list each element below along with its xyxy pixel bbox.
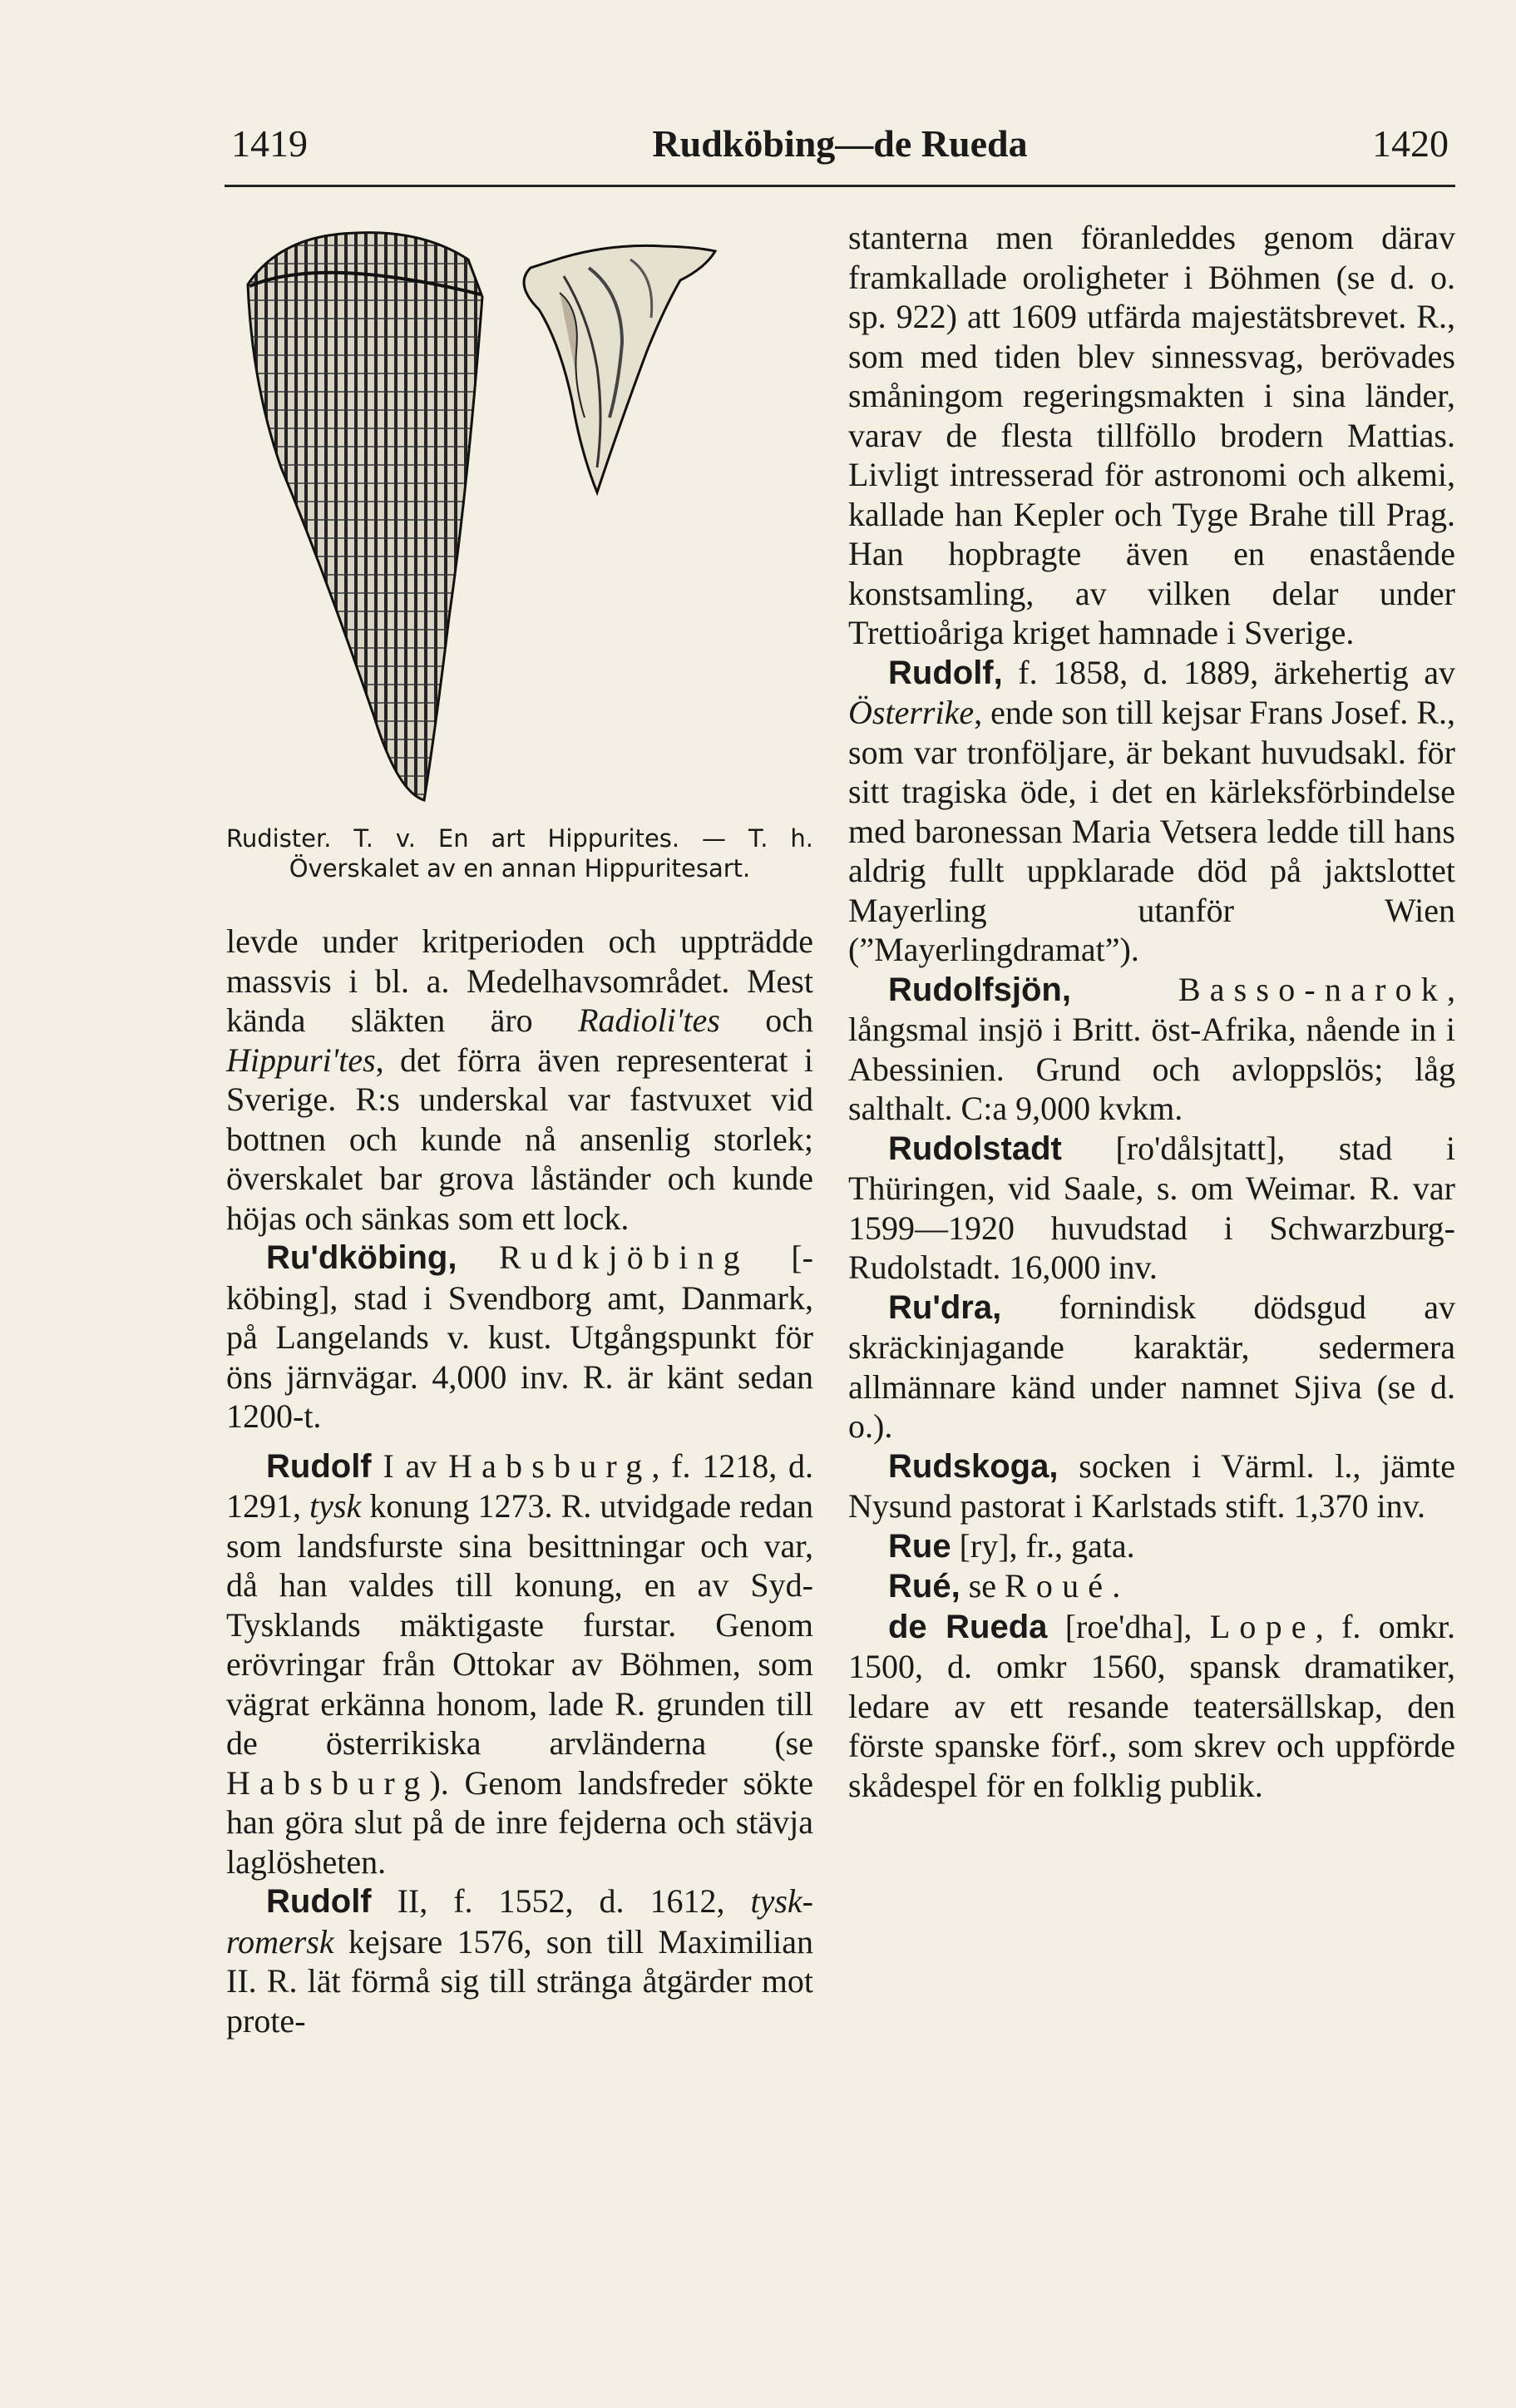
entry-rudolf-ii-continued: stanterna men föranleddes genom därav framkallade oroligheter i Böhmen (se d. o. sp. 922) att 1609 utfärda majestätsbrevet. R., som med tiden blev sinnessvag, berövades småningom regeringsmakten i sina länder, varav de flesta tillföllo brodern Mattias. Livligt intresserad för astronomi och alkemi, kallade han Kepler och Tyge Brahe till Prag. Han hopbragte även en enastående konstsamling, av vilken delar under Trettioåriga kriget hamnade i Sverige.	[848, 219, 1455, 651]
entry-rudolfsjon: Rudolfsjön, Basso-narok, långsmal insjö i Britt. öst-Afrika, nående in i Abessinien. Grund och avloppslös; låg salthalt. C:a 9,000 kvkm.	[848, 970, 1455, 1127]
entry-rudolf-1858: Rudolf, f. 1858, d. 1889, ärkehertig av Österrike, ende son till kejsar Frans Josef. R., som var tronföljare, är bekant huvudsakl. för sitt tragiska öde, i det en kärleksförbindelse med baronessan Maria Vetsera ledde till hans aldrig fullt uppklarade död på jaktslottet Mayerling utanför Wien (”Mayerlingdramat”).	[848, 653, 1456, 968]
page-number-left: 1419	[231, 122, 308, 165]
entry-rudister-continued: levde under kritperioden och uppträdde massvis i bl. a. Medelhavsområdet. Mest kända släkten äro Radioli'tes och Hippuri'tes, det förra även representerat i Sverige. R:s underskal var fastvuxet vid bottnen och kunde nå ansenlig storlek; överskalet bar grova låständer och kunde höjas och sänkas som ett lock.	[226, 922, 814, 1237]
left-column	[226, 922, 813, 2040]
entry-rudolstadt: Rudolstadt [ro'dålsjtatt], stad i Thüringen, vid Saale, s. om Weimar. R. var 1599—1920 huvudstad i Schwarzburg-Rudolstadt. 16,000 inv.	[848, 1129, 1456, 1286]
entry-rudskoga: Rudskoga, socken i Värml. l., jämte Nysund pastorat i Karlstads stift. 1,370 inv.	[848, 1446, 1455, 1525]
entry-de-rueda: de Rueda [roe'dha], Lope, f. omkr. 1500, d. omkr 1560, spansk dramatiker, ledare av ett resande teatersällskap, den förste spanske förf., som skrev och uppförde skådespel för en folklig publik.	[848, 1607, 1455, 1804]
entry-rue: Rue [ry], fr., gata.	[888, 1526, 1135, 1565]
entry-rudra: Ru'dra, fornindisk dödsgud av skräckinjagande karaktär, sedermera allmännare känd under namnet Sjiva (se d. o.).	[848, 1288, 1455, 1445]
hippurites-fossil-illustration	[231, 218, 830, 818]
right-column	[848, 218, 1455, 1805]
entry-rudolf-i: Rudolf I av Habsburg, f. 1218, d. 1291, tysk konung 1273. R. utvidgade redan som landsfurste sina besittningar och var, då han valdes till konung, en av Syd-Tysklands mäktigaste furstar. Genom erövringar från Ottokar av Böhmen, som vägrat erkänna honom, lade R. grunden till de österrikiska arvländerna (se Habsburg). Genom landsfreder sökte han göra slut på de inre fejderna och stävja laglösheten.	[226, 1446, 814, 1881]
running-head	[225, 121, 1455, 171]
figure-caption: Rudister. T. v. En art Hippurites. — T. h. Överskalet av en annan Hippuritesart.	[226, 824, 813, 883]
entry-rue-see: Rué, se Roué.	[888, 1567, 1121, 1605]
page-title: Rudköbing—de Rueda	[652, 122, 1028, 165]
entry-rudolf-ii: Rudolf II, f. 1552, d. 1612, tysk-romersk kejsare 1576, son till Maximilian II. R. lät förmå sig till stränga åtgärder mot prote-	[226, 1882, 814, 2040]
header-rule	[225, 185, 1455, 187]
entry-rudkobing: Ru'dköbing, Rudkjöbing [-köbing], stad i Svendborg amt, Danmark, på Langelands v. kust. Utgångspunkt för öns järnvägar. 4,000 inv. R. är känt sedan 1200-t.	[226, 1239, 813, 1435]
page-number-right: 1420	[1372, 122, 1449, 165]
